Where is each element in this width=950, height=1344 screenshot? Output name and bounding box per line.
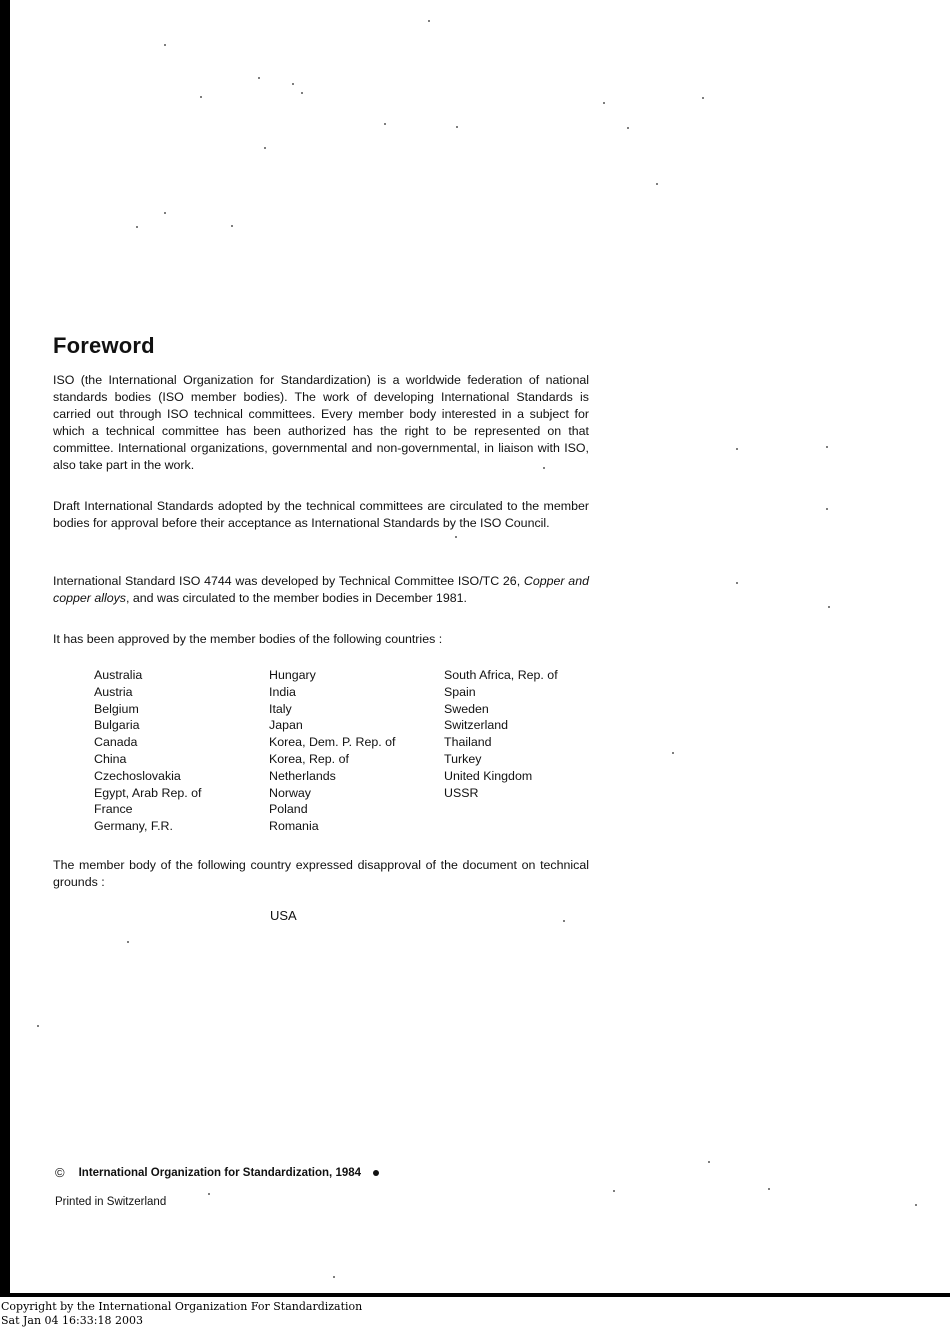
scan-speck bbox=[127, 941, 129, 943]
scan-speck bbox=[915, 1204, 917, 1206]
scan-speck bbox=[826, 446, 828, 448]
copyright-line bbox=[55, 1165, 379, 1180]
scan-speck bbox=[455, 536, 457, 538]
scan-speck bbox=[456, 126, 458, 128]
bullet-dot bbox=[373, 1170, 379, 1176]
country-item: Hungary bbox=[269, 668, 316, 682]
scan-speck bbox=[333, 1276, 335, 1278]
country-item: Poland bbox=[269, 802, 308, 817]
scan-speck bbox=[136, 226, 138, 228]
scan-speck bbox=[164, 44, 166, 46]
foreword-paragraph-2: Draft International Standards adopted by the technical committees are circulated to the member bodies for approval before their acceptance as International Standards by the ISO Council. bbox=[53, 499, 589, 530]
bottom-scan-rule bbox=[0, 1293, 950, 1297]
country-item: Thailand bbox=[444, 735, 492, 750]
foreword-paragraph-5: The member body of the following country expressed disapproval of the document on technical grounds : bbox=[53, 858, 589, 889]
scan-speck bbox=[702, 97, 704, 99]
scan-speck bbox=[613, 1190, 615, 1192]
foreword-paragraph-4: It has been approved by the member bodies of the following countries : bbox=[53, 632, 443, 646]
footer-copyright-notice: Copyright by the International Organization For Standardization bbox=[1, 1300, 363, 1313]
paragraph-3-start: International Standard ISO 4744 was developed by Technical Committee ISO/TC 26, bbox=[53, 574, 521, 588]
scan-speck bbox=[264, 147, 266, 149]
page-title: Foreword bbox=[53, 333, 155, 358]
printed-in: Printed in Switzerland bbox=[55, 1196, 167, 1208]
committee-title: Copper and copper alloys bbox=[53, 574, 589, 605]
left-scan-edge bbox=[0, 0, 10, 1296]
scan-speck bbox=[37, 1025, 39, 1027]
foreword-paragraph-1: ISO (the International Organization for Standardization) is a worldwide federation of national standards bodies (ISO member bodies). The work of developing International Standards is carried out through ISO technical committees. Every member body interested in a subject for which a technical committee has been authorized has the right to be represented on that committee. International organizations, governmental and non-governmental, in liaison with ISO, also take part in the work. bbox=[53, 373, 589, 472]
country-item: Spain bbox=[444, 684, 476, 699]
scan-speck bbox=[768, 1188, 770, 1190]
country-item: Bulgaria bbox=[94, 718, 140, 733]
country-item: Korea, Rep. of bbox=[269, 751, 349, 766]
foreword-paragraph-3 bbox=[53, 573, 589, 607]
country-item: South Africa, Rep. of bbox=[444, 668, 558, 682]
copyright-symbol: © bbox=[55, 1165, 65, 1180]
country-item: Canada bbox=[94, 735, 138, 750]
country-item: Japan bbox=[269, 718, 303, 733]
scan-speck bbox=[672, 752, 674, 754]
scan-footer-notice bbox=[1, 1300, 362, 1328]
country-item: Turkey bbox=[444, 751, 482, 766]
scan-speck bbox=[384, 123, 386, 125]
disapproving-country: USA bbox=[270, 908, 297, 923]
country-item: Egypt, Arab Rep. of bbox=[94, 785, 202, 800]
scan-speck bbox=[164, 212, 166, 214]
country-item: USSR bbox=[444, 785, 479, 800]
country-item: Switzerland bbox=[444, 718, 509, 733]
scan-speck bbox=[428, 20, 430, 22]
scan-speck bbox=[301, 92, 303, 94]
country-item: India bbox=[269, 684, 296, 699]
scan-speck bbox=[627, 127, 629, 129]
scan-speck bbox=[736, 582, 738, 584]
paragraph-3-end: , and was circulated to the member bodies in December 1981. bbox=[126, 591, 467, 605]
scan-speck bbox=[708, 1161, 710, 1163]
scan-speck bbox=[200, 96, 202, 98]
approving-countries-list bbox=[94, 667, 614, 835]
country-item: Austria bbox=[94, 684, 133, 699]
country-item: Belgium bbox=[94, 701, 139, 716]
country-item: Romania bbox=[269, 819, 319, 834]
scan-speck bbox=[231, 225, 233, 227]
country-item: Netherlands bbox=[269, 768, 336, 783]
footer-timestamp: Sat Jan 04 16:33:18 2003 bbox=[1, 1314, 143, 1327]
country-column-1 bbox=[94, 667, 269, 835]
country-column-3 bbox=[444, 667, 614, 835]
scan-speck bbox=[826, 508, 828, 510]
country-item: Norway bbox=[269, 785, 311, 800]
country-item: Germany, F.R. bbox=[94, 819, 173, 834]
scan-speck bbox=[292, 83, 294, 85]
country-item: Czechoslovakia bbox=[94, 768, 181, 783]
country-item: France bbox=[94, 802, 133, 817]
country-item: Korea, Dem. P. Rep. of bbox=[269, 735, 396, 750]
scan-speck bbox=[736, 448, 738, 450]
country-item: United Kingdom bbox=[444, 768, 533, 783]
scan-speck bbox=[563, 920, 565, 922]
country-item: Italy bbox=[269, 701, 292, 716]
copyright-text: International Organization for Standardization, 1984 bbox=[78, 1166, 362, 1179]
scan-speck bbox=[603, 102, 605, 104]
scan-speck bbox=[656, 183, 658, 185]
country-column-2 bbox=[269, 667, 444, 835]
country-item: Sweden bbox=[444, 701, 489, 716]
scan-speck bbox=[208, 1193, 210, 1195]
country-item: China bbox=[94, 751, 127, 766]
country-item: Australia bbox=[94, 668, 143, 682]
scan-speck bbox=[258, 77, 260, 79]
scan-speck bbox=[828, 606, 830, 608]
